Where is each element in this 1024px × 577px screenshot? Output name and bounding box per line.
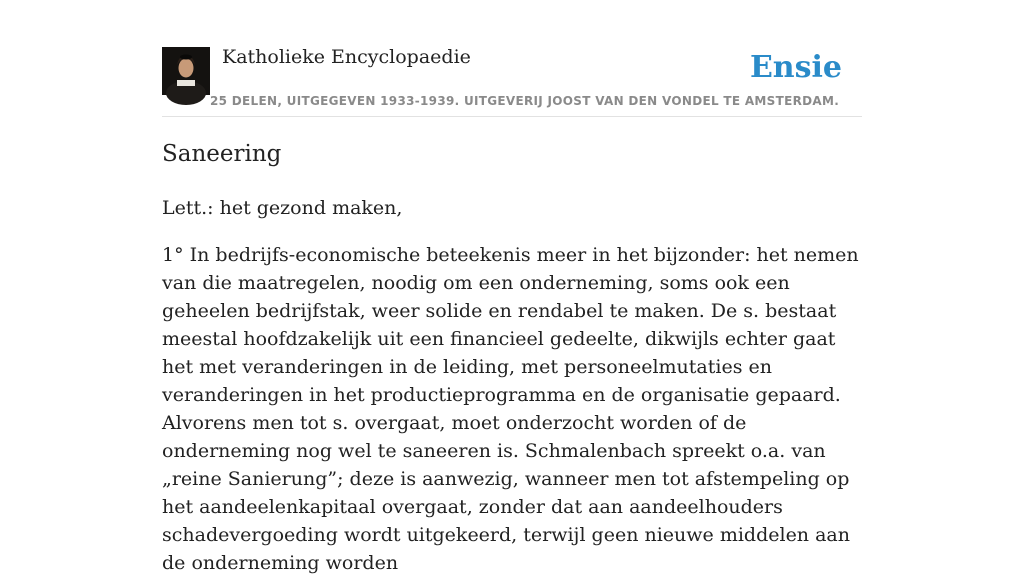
publication-header <box>162 44 862 117</box>
ensie-logo-link[interactable]: Ensie <box>749 50 842 85</box>
portrait-avatar-icon[interactable] <box>162 47 210 95</box>
publication-subtitle: 25 DELEN, UITGEGEVEN 1933-1939. UITGEVERIJ JOOST VAN DEN VONDEL TE AMSTERDAM. <box>210 94 840 108</box>
publication-title[interactable]: Katholieke Encyclopaedie <box>222 46 471 68</box>
portrait-avatar-graphic <box>162 47 210 95</box>
article-paragraph: 1° In bedrijfs-economische beteekenis meer in het bijzonder: het nemen van die maatregelen, noodig om een onderneming, soms ook een geheelen bedrijfstak, weer solide en rendabel te maken. De s. bestaat meestal hoofdzakelijk uit een financieel gedeelte, dikwijls echter gaat het met veranderingen in de leiding, met personeelmutaties en veranderingen in het productieprogramma en de organisatie gepaard. Alvorens men tot s. overgaat, moet onderzocht worden of de onderneming nog wel te saneeren is. Schmalenbach spreekt o.a. van „reine Sanierung”; deze is aanwezig, wanneer men tot afstempeling op het aandeelenkapitaal overgaat, zonder dat aan aandeelhouders schadevergoeding wordt uitgekeerd, terwijl geen nieuwe middelen aan de onderneming worden <box>162 244 859 574</box>
article-title: Saneering <box>162 141 282 167</box>
article-paragraph: Lett.: het gezond maken, <box>162 197 403 219</box>
article <box>162 138 872 577</box>
